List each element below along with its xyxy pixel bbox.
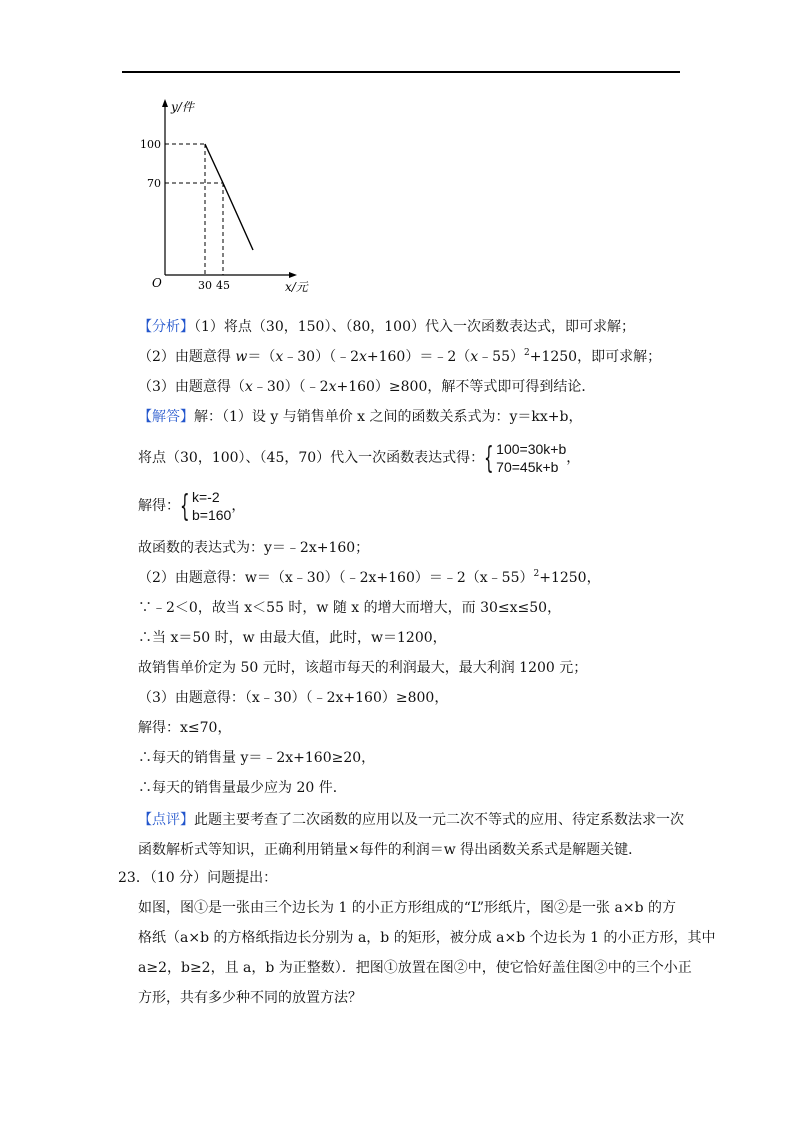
solution-line-1: 【解答】解：（1）设 y 与销售单价 x 之间的函数关系式为：y＝kx+b， (138, 409, 583, 425)
y-axis-arrow (162, 99, 168, 107)
analysis-line-1: 【分析】（1）将点（30，150）、（80，100）代入一次函数表达式，即可求解； (138, 319, 635, 335)
question-line-1: 如图，图①是一张由三个边长为 1 的小正方形组成的“L”形纸片，图②是一张 a×b 的方 (138, 900, 676, 916)
solution-line-2: 将点（30，100）、（45，70）代入一次函数表达式得： { 100=30k+b 70=45k+b ， (138, 441, 581, 476)
x-axis-arrow (289, 272, 297, 278)
question-line-4: 方形，共有多少种不同的放置方法？ (138, 990, 362, 1006)
equation-system-2: { k=-2 b=160 (180, 489, 232, 524)
solution-line-3: 解得： { k=-2 b=160 ， (138, 489, 246, 524)
series-line (205, 144, 253, 250)
x-axis-label: x/元 (285, 280, 308, 294)
origin-label: O (152, 276, 162, 290)
y-axis-label: y/件 (171, 100, 194, 114)
comment-line-2: 函数解析式等知识，正确利用销量×每件的利润＝w 得出函数关系式是解题关键． (138, 842, 643, 858)
solution-tag: 【解答】 (138, 409, 194, 425)
solution-line-6: ∵﹣2＜0，故当 x＜55 时，w 随 x 的增大而增大，而 30≤x≤50， (138, 600, 562, 616)
header-rule (122, 71, 680, 73)
question-title: 23．（10 分）问题提出： (118, 870, 278, 886)
solution-line-7: ∴当 x＝50 时，w 由最大值，此时，w＝1200， (138, 630, 447, 646)
solution-line-4: 故函数的表达式为：y＝﹣2x+160； (138, 540, 370, 556)
x-tick-label-45: 45 (216, 279, 230, 292)
y-tick-label-100: 100 (140, 138, 161, 151)
comment-line-1: 【点评】此题主要考查了二次函数的应用以及一元二次不等式的应用、待定系数法求一次 (138, 812, 684, 828)
analysis-line-2: （2）由题意得 w＝（x﹣30）（﹣2x+160）＝﹣2（x﹣55）$^2$+1250，即可求解； (138, 348, 662, 365)
question-line-2: 格纸（a×b 的方格纸指边长分别为 a，b 的矩形，被分成 a×b 个边长为 1 的小正方形，其中 (138, 930, 716, 946)
solution-line-11: ∴每天的销售量 y＝﹣2x+160≥20， (138, 750, 376, 766)
analysis-tag: 【分析】 (138, 319, 194, 335)
equation-system-1: { 100=30k+b 70=45k+b (484, 441, 567, 476)
y-tick-label-70: 70 (147, 177, 161, 190)
solution-line-8: 故销售单价定为 50 元时，该超市每天的利润最大，最大利润 1200 元； (138, 660, 588, 676)
solution-line-10: 解得：x≤70， (138, 720, 232, 736)
sales-line-chart (135, 95, 320, 295)
question-line-3: a≥2，b≥2，且 a，b 为正整数）．把图①放置在图②中，使它恰好盖住图②中的三个小正 (138, 960, 692, 976)
x-tick-label-30: 30 (198, 279, 212, 292)
analysis-line-3: （3）由题意得（x﹣30）（﹣2x+160）≥800，解不等式即可得到结论． (138, 379, 596, 395)
solution-line-12: ∴每天的销售量最少应为 20 件． (138, 780, 347, 796)
solution-line-5: （2）由题意得：w＝（x﹣30）（﹣2x+160）＝﹣2（x﹣55）$^2$+1250， (138, 569, 601, 586)
comment-tag: 【点评】 (138, 812, 194, 828)
solution-line-9: （3）由题意得：（x﹣30）（﹣2x+160）≥800， (138, 690, 449, 706)
